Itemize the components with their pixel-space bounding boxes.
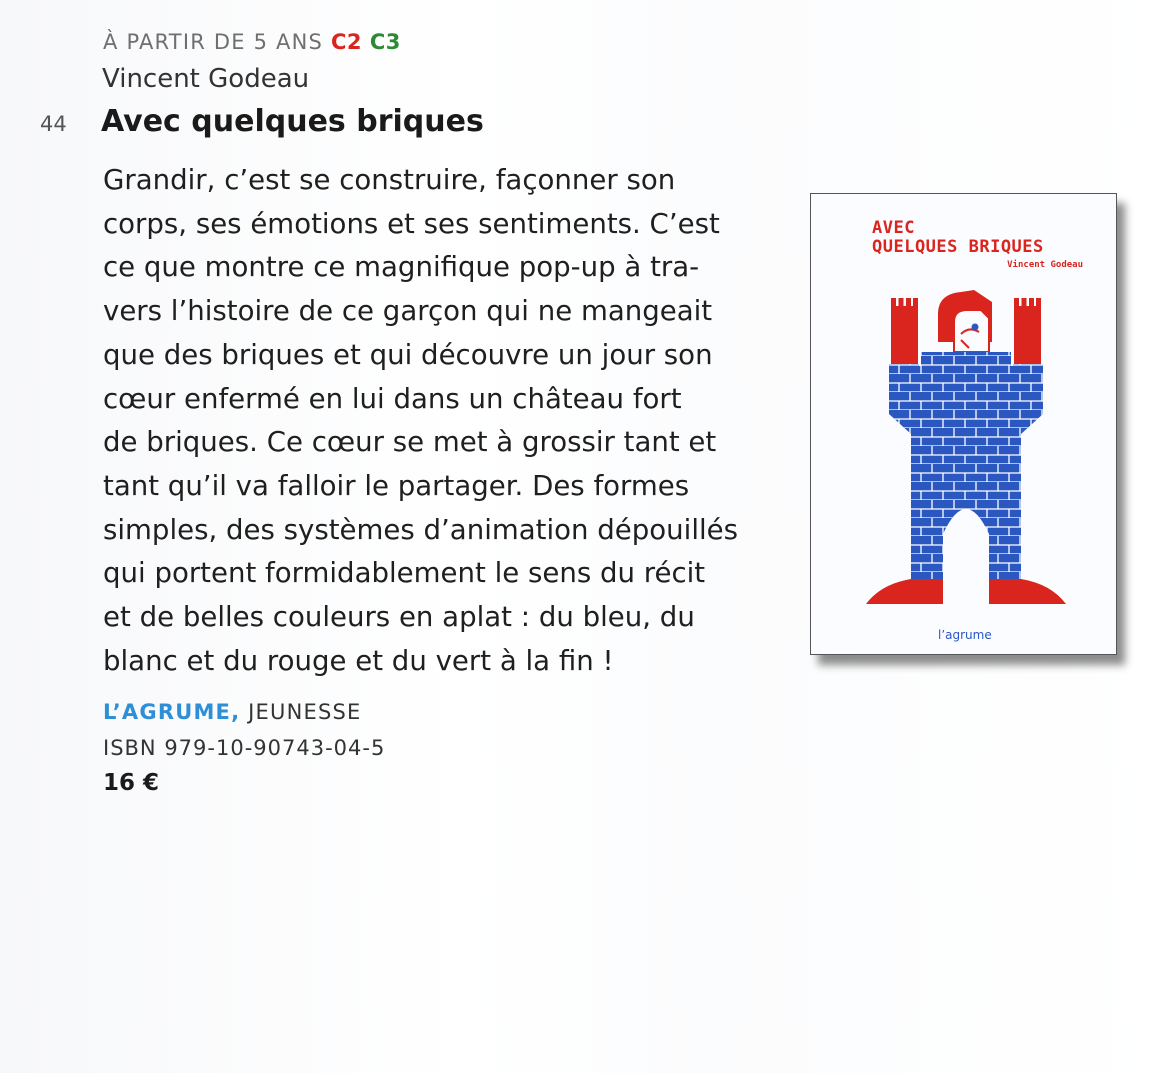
page-number: 44 [40,112,67,136]
review-line: blanc et du rouge et du vert à la fin ! [103,643,614,677]
isbn: ISBN 979-10-90743-04-5 [103,736,386,760]
review-line: qui portent formidablement le sens du récit [103,556,706,590]
boy-head-icon [938,290,992,352]
brick-tower-icon [889,352,1043,589]
book-title: Avec quelques briques [101,104,484,139]
publisher-name: L’AGRUME, [103,700,241,724]
review-line: ce que montre ce magnifique pop-up à tra- [103,250,700,284]
price: 16 € [103,770,160,796]
right-hand-icon [1014,298,1041,364]
publisher-line [103,700,362,724]
review-line: de briques. Ce cœur se met à grossir tant et [103,425,717,459]
review-line: que des briques et qui découvre un jour son [103,337,713,371]
left-hand-icon [891,298,918,364]
age-recommendation [103,30,401,54]
cover-title-line: AVEC [872,218,915,238]
cover-publisher-logo: l’agrume [938,628,992,642]
cover-title-line: QUELQUES BRIQUES [872,237,1044,257]
author-name: Vincent Godeau [102,64,310,94]
review-text [103,158,743,682]
review-line: simples, des systèmes d’animation dépouillés [103,512,739,546]
age-label: À PARTIR DE 5 ANS [103,30,324,54]
cycle-c2-badge: C2 [330,30,362,54]
review-line: corps, ses émotions et ses sentiments. C’est [103,206,720,240]
cover-title [872,219,1044,257]
review-line: et de belles couleurs en aplat : du bleu, du [103,600,695,634]
cycle-c3-badge: C3 [369,30,401,54]
publisher-collection: JEUNESSE [248,700,362,724]
book-cover-image [810,193,1117,655]
review-line: tant qu’il va falloir le partager. Des formes [103,468,690,502]
cover-author: Vincent Godeau [1007,260,1083,270]
review-line: Grandir, c’est se construire, façonner son [103,163,676,196]
review-line: vers l’histoire de ce garçon qui ne mangeait [103,294,713,328]
review-line: cœur enfermé en lui dans un château fort [103,381,682,415]
feet-icon [866,579,1066,604]
